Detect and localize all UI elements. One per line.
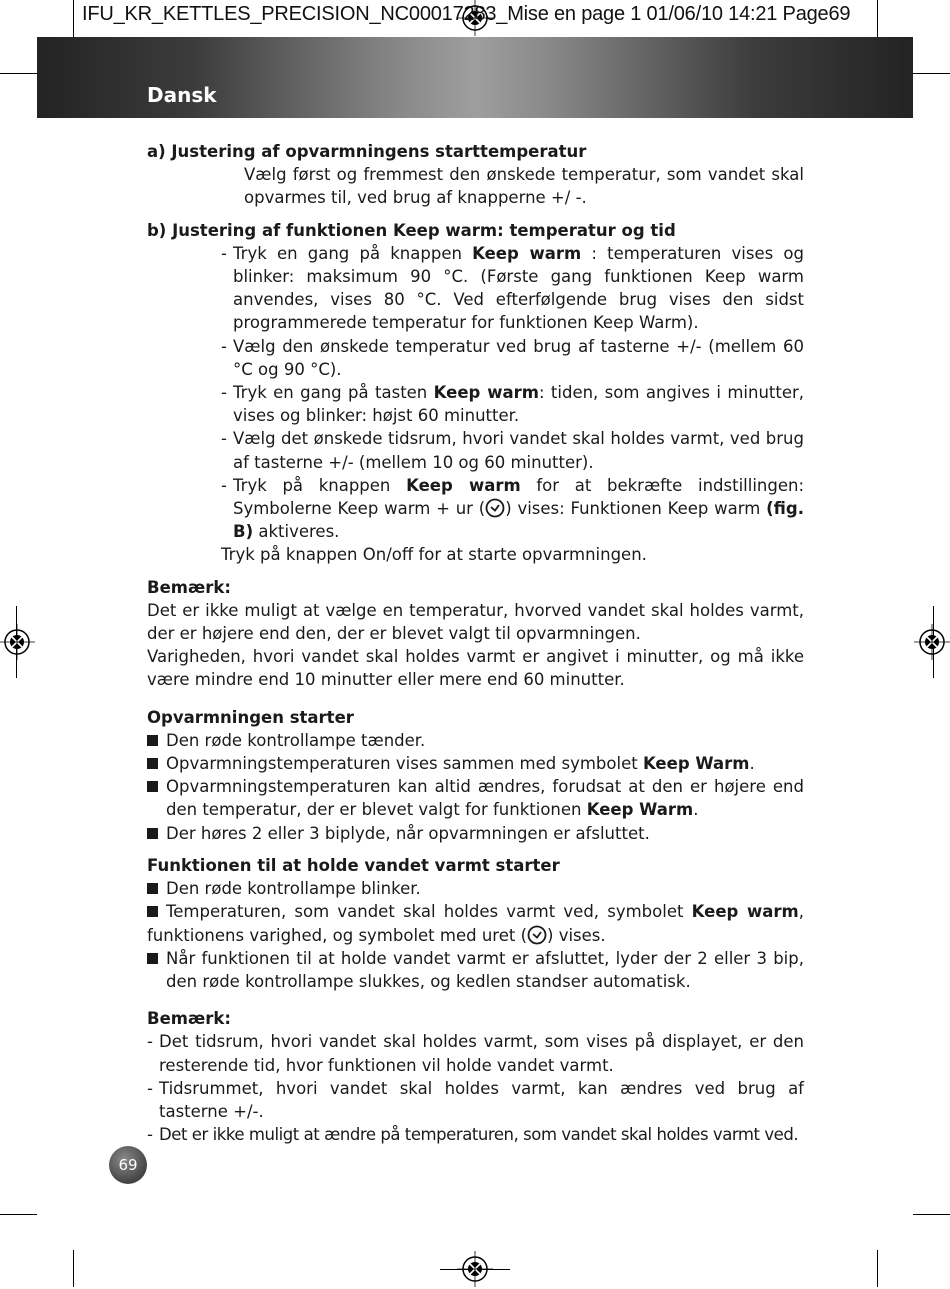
list-item: - Tidsrummet, hvori vandet skal holdes varmt, kan ændres ved brug af tasterne +/-. (147, 1078, 804, 1121)
note-heading: Bemærk: (147, 577, 231, 597)
clock-icon (485, 498, 505, 518)
bullet-square-icon (147, 735, 158, 746)
note-paragraph: Varigheden, hvori vandet skal holdes varmt er angivet i minutter, og må ikke være mindre end 10 minutter eller mere end 60 minutter. (147, 647, 804, 690)
list-item: Opvarmningstemperaturen kan altid ændres, forudsat at den er højere end den temperatur, der er blevet valgt for funktionen Keep Warm. (147, 775, 804, 821)
page-content (147, 140, 804, 1146)
list-item: Når funktionen til at holde vandet varmt er afsluttet, lyder der 2 eller 3 bip, den røde kontrollampe slukkes, og kedlen standser automatisk. (147, 947, 804, 993)
list-item: - Tryk en gang på tasten Keep warm: tiden, som angives i minutter, vises og blinker: højst 60 minutter. (221, 383, 805, 426)
bullet-square-icon (147, 758, 158, 769)
list-item: - Vælg den ønskede temperatur ved brug af tasterne +/- (mellem 60 °C og 90 °C). (221, 336, 804, 379)
section-a-text: Vælg først og fremmest den ønskede temperatur, som vandet skal opvarmes til, ved brug af knapperne +/ -. (244, 165, 804, 208)
crop-mark (0, 73, 37, 74)
section-b-heading: b) Justering af funktionen Keep warm: temperatur og tid (147, 220, 676, 240)
list-item: - Tryk på knappen Keep warm for at bekræfte indstillingen: Symbolerne Keep warm + ur ( ) vises: Funktionen Keep warm (fig. B) aktiveres. (221, 475, 804, 542)
registration-mark-icon (0, 622, 37, 662)
bullet-square-icon (147, 883, 158, 894)
list-item: - Det tidsrum, hvori vandet skal holdes varmt, som vises på displayet, er den resterende tid, hvor funktionen vil holde vandet varmt. (147, 1032, 804, 1075)
list-item: - Vælg det ønskede tidsrum, hvori vandet skal holdes varmt, ved brug af tasterne +/- (mellem 10 og 60 minutter). (221, 429, 804, 472)
crop-mark (73, 0, 74, 37)
note-heading: Bemærk: (147, 1009, 231, 1029)
list-item: Der høres 2 eller 3 biplyde, når opvarmningen er afsluttet. (147, 822, 804, 845)
crop-mark (73, 1250, 74, 1287)
registration-mark-icon (455, 1249, 495, 1289)
language-title: Dansk (147, 83, 217, 107)
list-item: - Det er ikke muligt at ændre på temperaturen, som vandet skal holdes varmt ved. (147, 1125, 799, 1145)
note-paragraph: Det er ikke muligt at vælge en temperatur, hvorved vandet skal holdes varmt, der er højere end den, der er blevet valgt til opvarmningen. (147, 600, 804, 644)
heating-heading: Opvarmningen starter (147, 707, 354, 727)
bullet-square-icon (147, 906, 158, 917)
list-item: Temperaturen, som vandet skal holdes varmt ved, symbolet Keep warm, funktionens varighed, og symbolet med uret ( ) vises. (147, 902, 804, 945)
list-item: Den røde kontrollampe tænder. (147, 729, 804, 752)
section-b-closing: Tryk på knappen On/off for at starte opvarmningen. (221, 545, 647, 565)
list-item: - Tryk en gang på knappen Keep warm : temperaturen vises og blinker: maksimum 90 °C. (Første gang funktionen Keep warm anvendes, vises 80 °C. Ved efterfølgende brug vises den sidst programmerede temperatur for funktionen Keep Warm). (221, 243, 804, 333)
keepwarm-heading: Funktionen til at holde vandet varmt starter (147, 855, 560, 875)
crop-mark (0, 1214, 37, 1215)
print-slug: IFU_KR_KETTLES_PRECISION_NC00017283_Mise en page 1 01/06/10 14:21 Page69 (82, 3, 851, 25)
registration-mark-icon (912, 622, 950, 662)
crop-mark (913, 73, 950, 74)
list-item: Opvarmningstemperaturen vises sammen med symbolet Keep Warm. (147, 752, 804, 775)
bullet-square-icon (147, 781, 158, 792)
bullet-square-icon (147, 953, 158, 964)
clock-icon (527, 925, 547, 945)
bullet-square-icon (147, 828, 158, 839)
crop-mark (913, 1214, 950, 1215)
page-number: 69 (109, 1146, 147, 1184)
list-item: Den røde kontrollampe blinker. (147, 877, 804, 900)
section-a-heading: a) Justering af opvarmningens starttemperatur (147, 142, 587, 161)
crop-mark (877, 1250, 878, 1287)
